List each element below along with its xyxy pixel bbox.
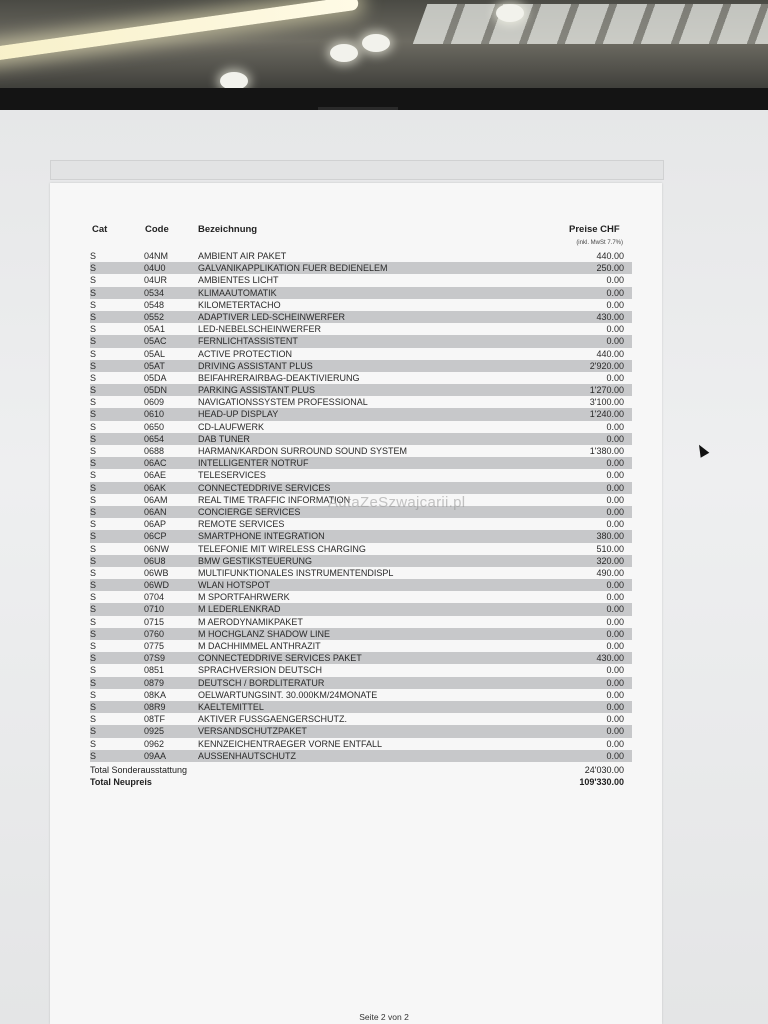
row-cat: S [90, 555, 97, 566]
table-row [90, 543, 632, 555]
row-price: 0.00 [606, 726, 624, 737]
column-header-price: Preise CHF [569, 224, 620, 235]
previous-page-edge [50, 160, 664, 180]
row-cat: S [90, 348, 97, 359]
row-code: 05AT [144, 360, 165, 371]
total-neupreis-label: Total Neupreis [90, 777, 152, 787]
row-cat: S [90, 409, 97, 420]
row-description: AMBIENT AIR PAKET [198, 251, 287, 261]
row-cat: S [90, 750, 97, 761]
table-row [90, 518, 632, 530]
row-cat: S [90, 506, 97, 517]
row-code: 0610 [144, 409, 165, 420]
row-price: 1'240.00 [589, 409, 624, 420]
table-row [90, 652, 632, 664]
row-code: 0962 [144, 738, 165, 749]
row-price: 0.00 [606, 372, 624, 383]
row-code: 06NW [144, 543, 170, 554]
page-number: Seite 2 von 2 [359, 1012, 409, 1022]
row-price: 490.00 [596, 567, 624, 578]
table-row [90, 348, 632, 360]
row-description: SMARTPHONE INTEGRATION [198, 531, 325, 542]
row-description: MULTIFUNKTIONALES INSTRUMENTENDISPL [198, 567, 394, 578]
row-cat: S [90, 446, 97, 456]
row-code: 08KA [144, 689, 167, 700]
row-cat: S [90, 470, 97, 481]
row-description: HARMAN/KARDON SURROUND SOUND SYSTEM [198, 446, 408, 456]
row-code: 06WB [144, 567, 169, 578]
table-row [90, 250, 632, 262]
table-row [90, 567, 632, 579]
row-code: 0710 [144, 604, 165, 615]
row-code: 05DN [144, 385, 168, 396]
row-cat: S [90, 616, 97, 627]
row-description: KAELTEMITTEL [198, 701, 264, 712]
row-price: 1'270.00 [589, 385, 624, 396]
row-description: LED-NEBELSCHEINWERFER [198, 324, 322, 335]
row-cat: S [90, 567, 97, 578]
row-description: VERSANDSCHUTZPAKET [198, 726, 307, 737]
row-code: 0534 [144, 287, 165, 298]
table-row [90, 445, 632, 457]
watermark: AutaZeSzwajcarii.pl [328, 494, 466, 511]
row-description: DAB TUNER [198, 433, 250, 444]
table-row [90, 603, 632, 615]
row-price: 0.00 [606, 714, 624, 725]
row-description: FERNLICHTASSISTENT [198, 336, 298, 347]
row-description: CONNECTEDDRIVE SERVICES PAKET [198, 653, 362, 664]
row-description: CD-LAUFWERK [198, 421, 265, 432]
row-cat: S [90, 665, 97, 676]
row-description: HEAD-UP DISPLAY [198, 409, 279, 420]
row-price: 320.00 [596, 555, 624, 566]
row-price: 0.00 [606, 458, 624, 469]
row-code: 0715 [144, 616, 165, 627]
row-description: NAVIGATIONSSYSTEM PROFESSIONAL [198, 397, 368, 408]
total-sonder-value: 24'030.00 [584, 765, 624, 775]
row-price: 430.00 [596, 653, 624, 664]
row-price: 0.00 [606, 738, 624, 749]
row-price: 0.00 [606, 506, 624, 517]
row-cat: S [90, 641, 97, 651]
row-cat: S [90, 531, 97, 542]
table-row [90, 725, 632, 737]
row-code: 08TF [144, 714, 166, 725]
table-row [90, 591, 632, 603]
row-code: 0925 [144, 726, 165, 737]
table-row [90, 360, 632, 372]
row-code: 04NM [144, 251, 169, 261]
row-description: KENNZEICHENTRAEGER VORNE ENTFALL [198, 738, 383, 749]
row-cat: S [90, 263, 97, 274]
table-row [90, 482, 632, 494]
row-price: 440.00 [596, 251, 624, 261]
row-cat: S [90, 372, 97, 383]
row-code: 0654 [144, 433, 165, 444]
table-row [90, 689, 632, 701]
row-price: 0.00 [606, 324, 624, 335]
row-description: CONCIERGE SERVICES [198, 506, 301, 517]
row-cat: S [90, 580, 97, 591]
row-cat: S [90, 385, 97, 396]
row-price: 0.00 [606, 299, 624, 310]
row-cat: S [90, 482, 97, 493]
row-price: 0.00 [606, 336, 624, 347]
row-code: 0760 [144, 628, 165, 639]
row-price: 0.00 [606, 665, 624, 676]
row-cat: S [90, 324, 97, 335]
row-price: 0.00 [606, 604, 624, 615]
column-header-cat: Cat [92, 224, 108, 235]
table-row [90, 664, 632, 676]
column-header-code: Code [145, 224, 169, 235]
row-description: M LEDERLENKRAD [198, 604, 281, 615]
total-neupreis [90, 776, 632, 788]
table-row [90, 433, 632, 445]
row-description: REAL TIME TRAFFIC INFORMATION [198, 494, 351, 505]
row-cat: S [90, 275, 97, 286]
row-code: 06AK [144, 482, 167, 493]
row-description: M SPORTFAHRWERK [198, 592, 290, 603]
row-cat: S [90, 543, 97, 554]
row-cat: S [90, 726, 97, 737]
table-row [90, 616, 632, 628]
row-description: M DACHHIMMEL ANTHRAZIT [198, 641, 321, 651]
row-description: DEUTSCH / BORDLITERATUR [198, 677, 325, 688]
row-code: 06U8 [144, 555, 166, 566]
row-description: AMBIENTES LICHT [198, 275, 279, 286]
row-description: TELESERVICES [198, 470, 266, 481]
table-row [90, 287, 632, 299]
table-row [90, 408, 632, 420]
row-description: TELEFONIE MIT WIRELESS CHARGING [198, 543, 366, 554]
row-price: 0.00 [606, 592, 624, 603]
row-price: 0.00 [606, 580, 624, 591]
ceiling-light-grid [413, 4, 768, 44]
row-code: 0548 [144, 299, 165, 310]
row-description: INTELLIGENTER NOTRUF [198, 458, 309, 469]
row-price: 0.00 [606, 433, 624, 444]
total-sonderausstattung [90, 764, 632, 776]
row-code: 04U0 [144, 263, 166, 274]
row-price: 0.00 [606, 701, 624, 712]
table-row [90, 262, 632, 274]
table-row [90, 469, 632, 481]
table-row [90, 274, 632, 286]
table-row [90, 579, 632, 591]
row-cat: S [90, 360, 97, 371]
row-cat: S [90, 519, 97, 530]
row-code: 0552 [144, 311, 165, 322]
table-row [90, 384, 632, 396]
row-cat: S [90, 336, 97, 347]
row-cat: S [90, 738, 97, 749]
row-description: ACTIVE PROTECTION [198, 348, 293, 359]
row-code: 0775 [144, 641, 165, 651]
table-row [90, 555, 632, 567]
row-code: 09AA [144, 750, 167, 761]
row-price: 2'920.00 [589, 360, 624, 371]
row-price: 250.00 [596, 263, 624, 274]
ceiling-light-strip [0, 0, 359, 62]
table-row [90, 335, 632, 347]
row-cat: S [90, 604, 97, 615]
ceiling-lamp [362, 34, 390, 52]
row-price: 3'100.00 [589, 397, 624, 408]
row-code: 0879 [144, 677, 165, 688]
column-header-description: Bezeichnung [198, 224, 258, 235]
background-ceiling [0, 0, 768, 92]
row-cat: S [90, 494, 97, 505]
row-description: PARKING ASSISTANT PLUS [198, 385, 316, 396]
row-price: 0.00 [606, 641, 624, 651]
row-description: CONNECTEDDRIVE SERVICES [198, 482, 331, 493]
ceiling-lamp [330, 44, 358, 62]
table-row [90, 372, 632, 384]
row-code: 0704 [144, 592, 165, 603]
row-price: 0.00 [606, 482, 624, 493]
row-cat: S [90, 421, 97, 432]
row-description: AKTIVER FUSSGAENGERSCHUTZ. [198, 714, 348, 725]
table-row [90, 640, 632, 652]
total-sonder-label: Total Sonderausstattung [90, 765, 188, 775]
table-row [90, 738, 632, 750]
row-description: REMOTE SERVICES [198, 519, 285, 530]
row-cat: S [90, 397, 97, 408]
row-price: 0.00 [606, 494, 624, 505]
row-cat: S [90, 299, 97, 310]
row-price: 0.00 [606, 750, 624, 761]
row-description: AUSSENHAUTSCHUTZ [198, 750, 297, 761]
row-cat: S [90, 592, 97, 603]
row-price: 0.00 [606, 287, 624, 298]
row-code: 0851 [144, 665, 165, 676]
row-price: 380.00 [596, 531, 624, 542]
row-cat: S [90, 628, 97, 639]
row-price: 0.00 [606, 519, 624, 530]
row-price: 0.00 [606, 689, 624, 700]
row-code: 04UR [144, 275, 168, 286]
row-description: BMW GESTIKSTEUERUNG [198, 555, 313, 566]
total-neupreis-value: 109'330.00 [579, 777, 624, 787]
row-code: 06AN [144, 506, 167, 517]
row-code: 07S9 [144, 653, 166, 664]
row-code: 06AC [144, 458, 167, 469]
table-row [90, 677, 632, 689]
row-cat: S [90, 311, 97, 322]
row-code: 06WD [144, 580, 170, 591]
row-description: OELWARTUNGSINT. 30.000KM/24MONATE [198, 689, 378, 700]
row-price: 0.00 [606, 677, 624, 688]
row-cat: S [90, 714, 97, 725]
row-description: KILOMETERTACHO [198, 299, 281, 310]
row-description: DRIVING ASSISTANT PLUS [198, 360, 313, 371]
row-code: 0650 [144, 421, 165, 432]
row-price: 0.00 [606, 421, 624, 432]
row-cat: S [90, 701, 97, 712]
row-cat: S [90, 677, 97, 688]
table-row [90, 323, 632, 335]
row-description: ADAPTIVER LED-SCHEINWERFER [198, 311, 346, 322]
table-row [90, 299, 632, 311]
row-description: M HOCHGLANZ SHADOW LINE [198, 628, 331, 639]
row-code: 06AE [144, 470, 167, 481]
row-description: GALVANIKAPPLIKATION FUER BEDIENELEM [198, 263, 388, 274]
row-cat: S [90, 251, 97, 261]
row-code: 05DA [144, 372, 167, 383]
row-price: 0.00 [606, 616, 624, 627]
table-row [90, 750, 632, 762]
row-code: 06AP [144, 519, 167, 530]
table-row [90, 311, 632, 323]
row-code: 06CP [144, 531, 167, 542]
table-row [90, 457, 632, 469]
row-code: 0688 [144, 446, 165, 456]
row-description: M AERODYNAMIKPAKET [198, 616, 303, 627]
table-row [90, 396, 632, 408]
row-cat: S [90, 689, 97, 700]
row-cat: S [90, 287, 97, 298]
row-code: 06AM [144, 494, 168, 505]
row-code: 08R9 [144, 701, 166, 712]
table-row [90, 421, 632, 433]
row-price: 510.00 [596, 543, 624, 554]
row-cat: S [90, 653, 97, 664]
row-price: 0.00 [606, 470, 624, 481]
row-price: 440.00 [596, 348, 624, 359]
table-row [90, 628, 632, 640]
row-description: KLIMAAUTOMATIK [198, 287, 277, 298]
row-description: BEIFAHRERAIRBAG-DEAKTIVIERUNG [198, 372, 360, 383]
row-price: 0.00 [606, 628, 624, 639]
row-description: SPRACHVERSION DEUTSCH [198, 665, 323, 676]
table-row [90, 713, 632, 725]
row-cat: S [90, 433, 97, 444]
row-code: 05AC [144, 336, 167, 347]
row-price: 430.00 [596, 311, 624, 322]
row-code: 05A1 [144, 324, 166, 335]
table-row [90, 530, 632, 542]
ceiling-lamp [496, 4, 524, 22]
row-code: 05AL [144, 348, 166, 359]
row-price: 1'380.00 [589, 446, 624, 456]
row-description: WLAN HOTSPOT [198, 580, 271, 591]
table-row [90, 701, 632, 713]
row-price: 0.00 [606, 275, 624, 286]
price-vat-note: (inkl. MwSt 7.7%) [576, 240, 623, 246]
row-code: 0609 [144, 397, 165, 408]
row-cat: S [90, 458, 97, 469]
